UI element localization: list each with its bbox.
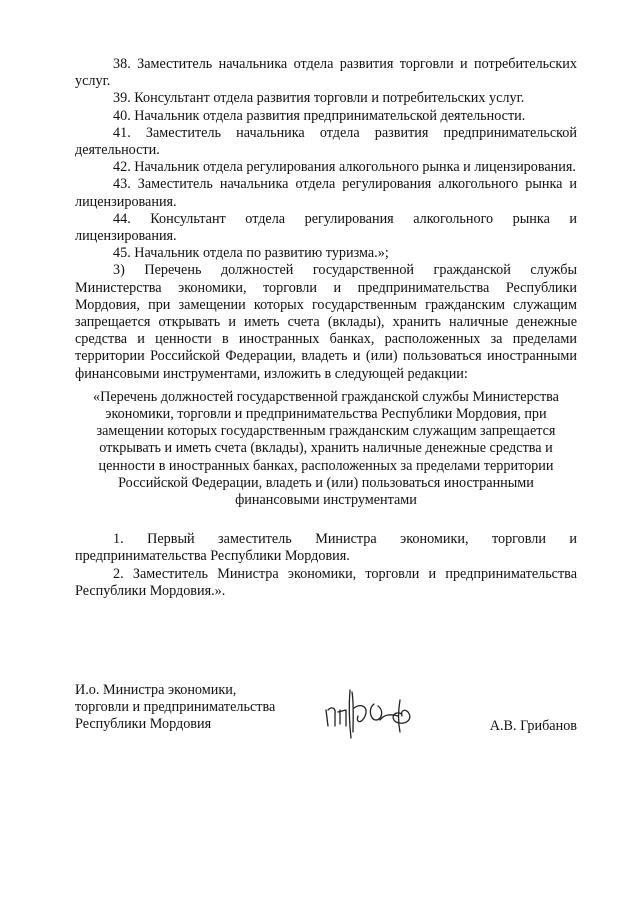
list-item-45: 45. Начальник отдела по развитию туризма.»; [113, 245, 389, 262]
signature-block [75, 682, 577, 752]
signatory-name: А.В. Грибанов [489, 718, 577, 734]
list-item-41: 41. Заместитель начальника отдела развития предпринимательской деятельности. [75, 124, 577, 159]
signatory-position-line: Республики Мордовия [75, 716, 212, 733]
position-item-1: 1. Первый заместитель Министра экономики, торговли и предпринимательства Республики Мордовия. [75, 531, 577, 565]
list-item-38: 38. Заместитель начальника отдела развития торговли и потребительских услуг. [75, 56, 577, 90]
list-item-44: 44. Консультант отдела регулирования алкогольного рынка и лицензирования. [75, 210, 577, 245]
signatory-position-line: И.о. Министра экономики, [75, 682, 237, 698]
list-item-43: 43. Заместитель начальника отдела регулирования алкогольного рынка и лицензирования. [75, 176, 577, 210]
quoted-list-title: «Перечень должностей государственной гражданской службы Министерства экономики, торговли и предпринимательства Республики Мордовия, при замещении которых государственным гражданским служащим запрещается открывать и иметь счета (вклады), хранить наличные денежные средства и ценности в иностранных банках, расположенных за пределами территории Российской Федерации, владеть и (или) пользоваться иностранными финансовыми инструментами [93, 388, 559, 509]
document-body [75, 56, 577, 600]
list-item-40: 40. Начальник отдела развития предпринимательской деятельности. [113, 107, 526, 124]
signatory-position-line: торговли и предпринимательства [75, 699, 276, 716]
position-item-2: 2. Заместитель Министра экономики, торговли и предпринимательства Республики Мордовия.». [75, 565, 577, 599]
list-item-42: 42. Начальник отдела регулирования алкогольного рынка и лицензирования. [113, 159, 576, 176]
clause-3-paragraph: 3) Перечень должностей государственной гражданской службы Министерства экономики, торговли и предпринимательства Республики Мордовия, при замещении которых государственным гражданским служащим запрещается открывать и иметь счета (вклады), хранить наличные денежные средства и ценности в иностранных банках, расположенных за пределами территории Российской Федерации, владеть и (или) пользоваться иностранными финансовыми инструментами, изложить в следующей редакции: [75, 262, 577, 382]
spacer [75, 509, 577, 531]
signatory-position [75, 682, 275, 734]
list-item-39: 39. Консультант отдела развития торговли и потребительских услуг. [113, 90, 525, 107]
handwritten-signature [318, 680, 468, 742]
